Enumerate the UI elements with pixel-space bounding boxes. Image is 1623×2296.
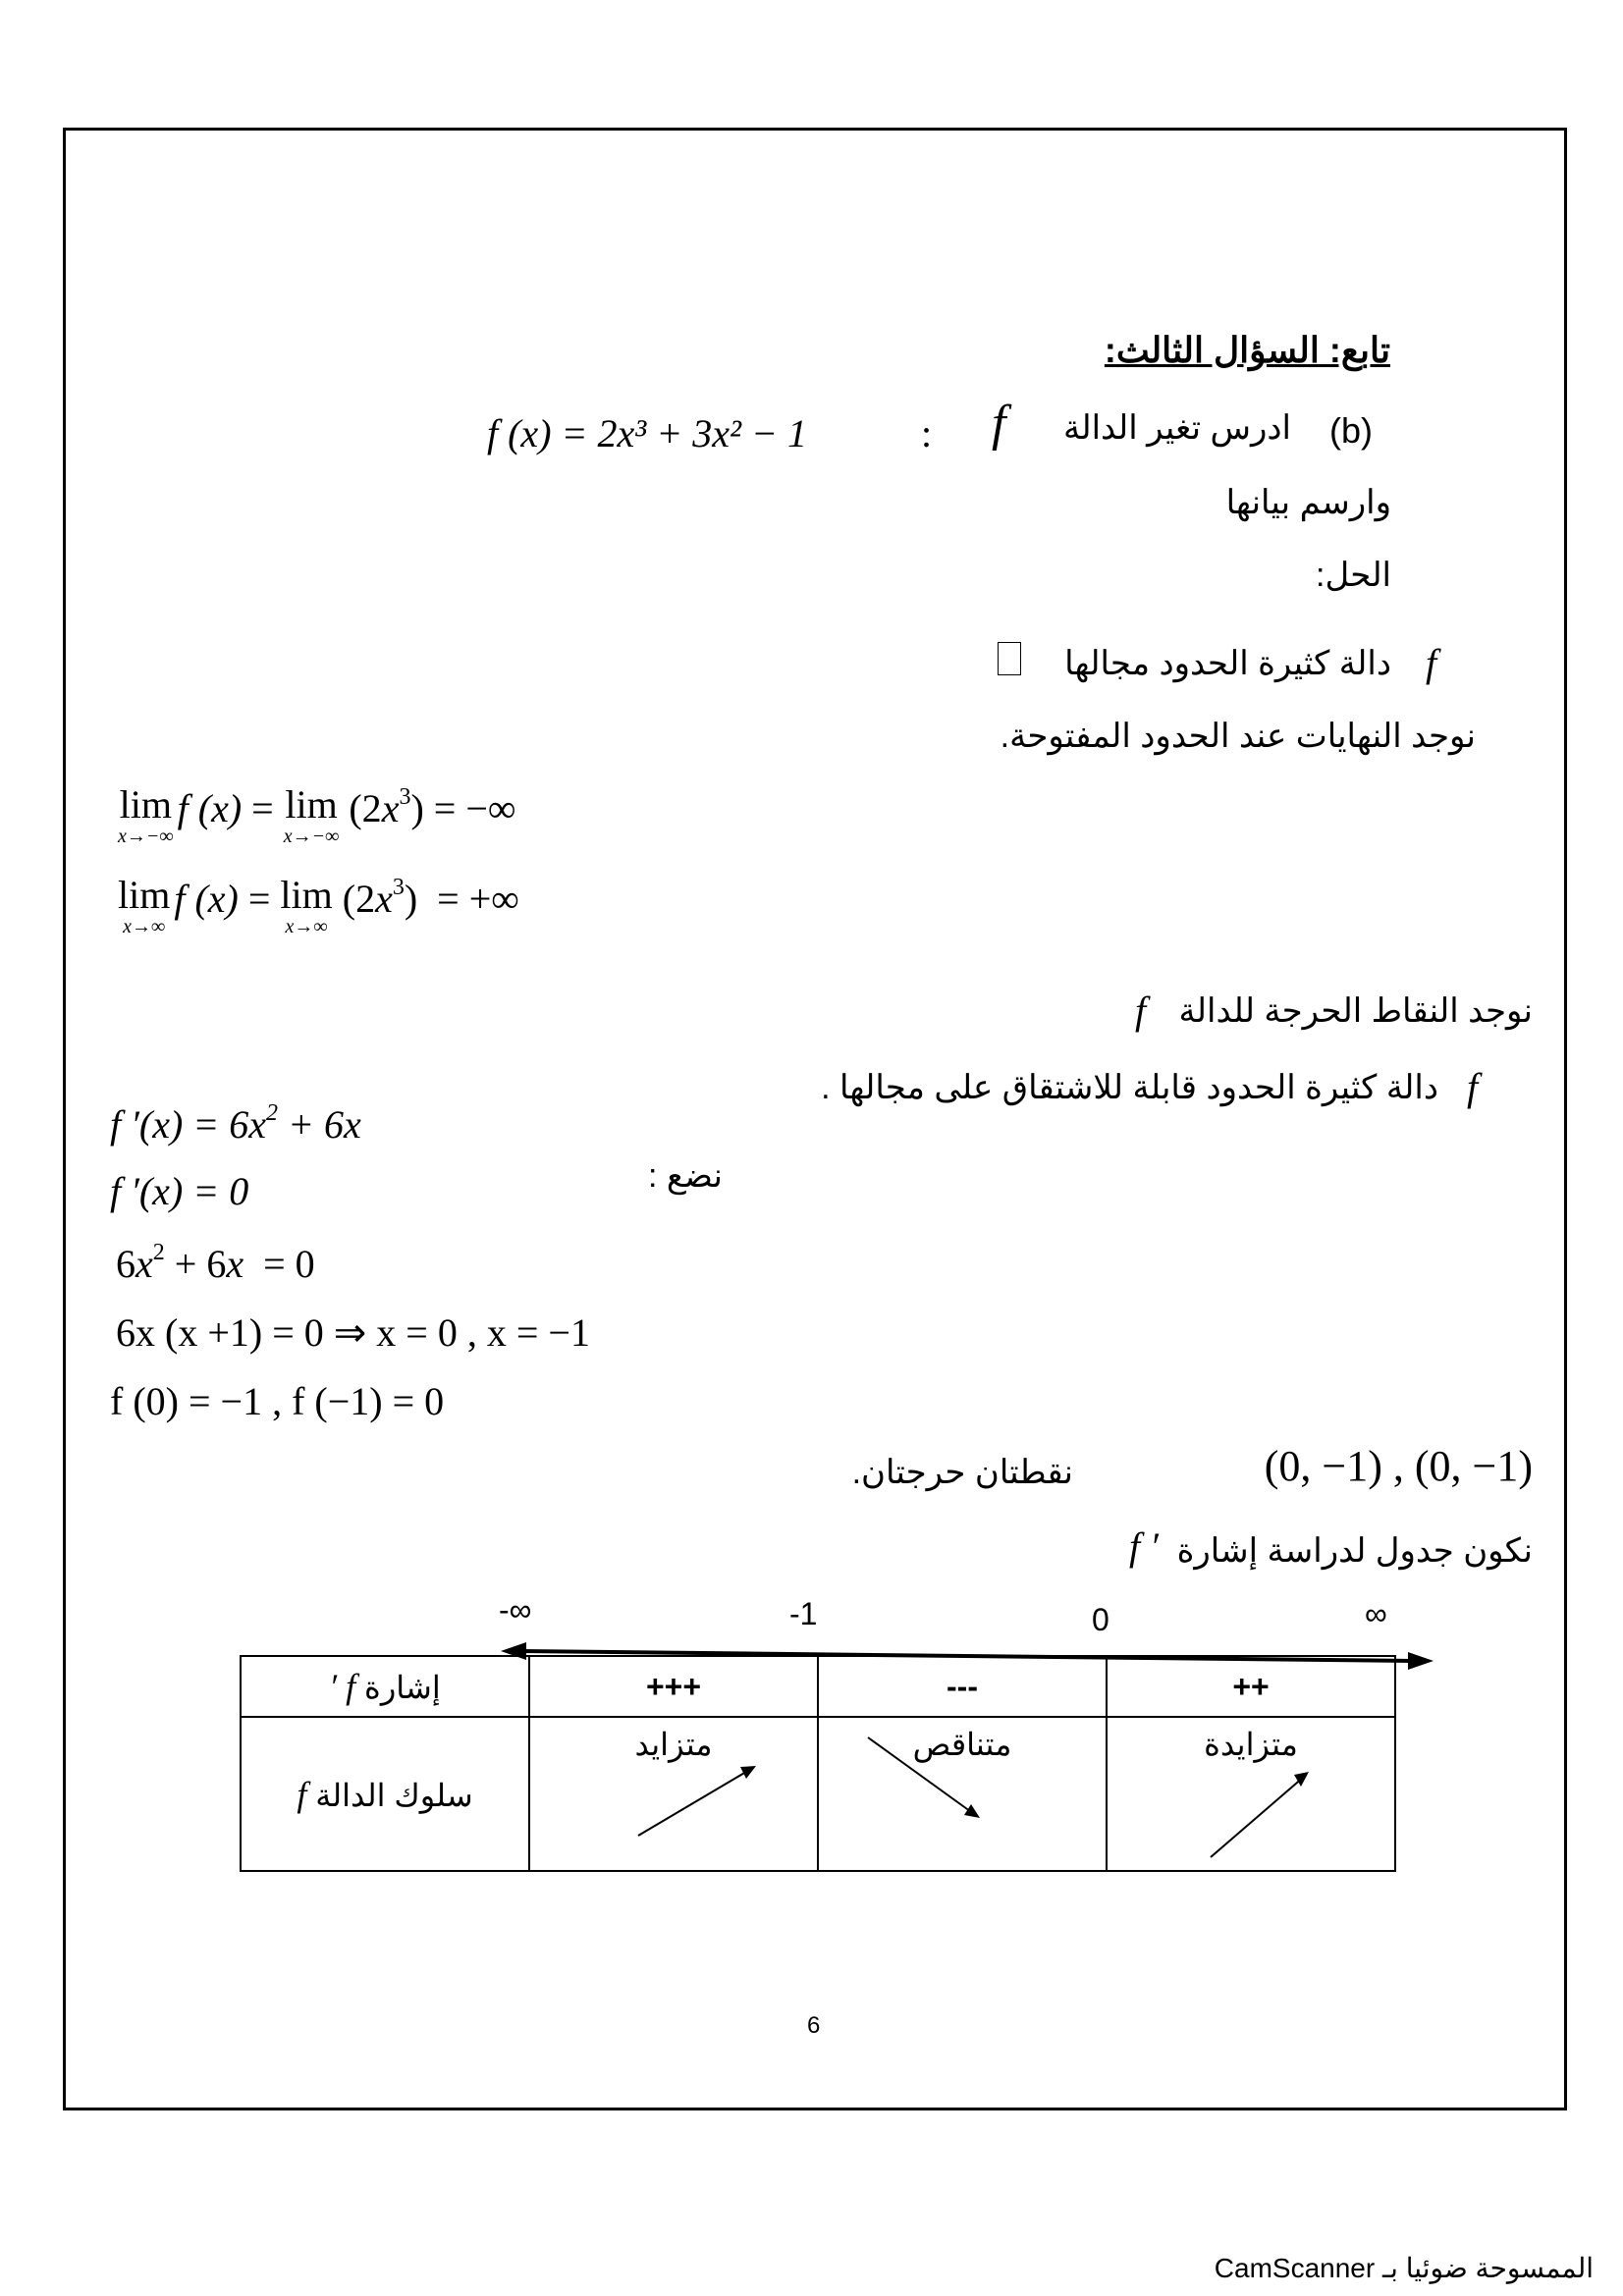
- lim-lhs-f: f (x): [174, 877, 239, 921]
- page-number: 6: [807, 2012, 821, 2039]
- critical-points-text: نقطتان حرجتان.: [851, 1454, 1073, 1491]
- question-text: ادرس تغير الدالة: [1063, 409, 1291, 447]
- behavior-label-right: متزايدة: [1204, 1727, 1298, 1762]
- domain-text: دالة كثيرة الحدود مجالها: [1064, 645, 1391, 682]
- lim-rhs-sub: x→−∞: [283, 826, 340, 847]
- solution-label: الحل:: [1316, 557, 1391, 594]
- axis-label-zero: 0: [1092, 1602, 1109, 1637]
- behavior-cell-left: [529, 1717, 818, 1871]
- derivation-line-5: f (0) = −1 , f (−1) = 0: [110, 1379, 445, 1423]
- function-symbol: f: [992, 396, 1006, 452]
- lim-rhs-sub: x→∞: [285, 916, 328, 937]
- behavior-label-left: متزايد: [634, 1727, 713, 1762]
- function-definition: f (x) = 2x³ + 3x² − 1: [487, 411, 807, 455]
- derivation-line-1: f $'(x) = 6x^2 + 6x$: [110, 1100, 361, 1147]
- sign-cell-right: ++: [1107, 1656, 1395, 1717]
- scanner-footer: الممسوحة ضوئيا بـ CamScanner: [1214, 2253, 1594, 2283]
- sign-cell-left: +++: [529, 1656, 818, 1717]
- set-label: نضع :: [648, 1157, 723, 1195]
- behavior-cell-right: [1107, 1717, 1395, 1871]
- limits-intro: نوجد النهايات عند الحدود المفتوحة.: [1000, 718, 1476, 755]
- lim-eq: =: [251, 786, 274, 830]
- differentiable-text: دالة كثيرة الحدود قابلة للاشتقاق على مجالها .: [821, 1069, 1438, 1106]
- differentiable-f: f: [1467, 1065, 1479, 1109]
- behavior-cell-middle: [818, 1717, 1107, 1871]
- sign-row-label: إشارة: [364, 1670, 441, 1705]
- table-intro: نكون جدول لدراسة إشارة: [1176, 1532, 1533, 1570]
- question-line2: وارسم بيانها: [1225, 484, 1391, 521]
- lim-lhs-f: f (x): [177, 786, 243, 830]
- behavior-row-label: سلوك الدالة: [315, 1777, 473, 1813]
- axis-label-pos-inf: ∞: [1365, 1596, 1387, 1631]
- limit-row-neg: lim x→−∞ f (x) = lim x→−∞ $(2x^3)$ = −∞: [118, 782, 516, 847]
- behavior-row-header: [241, 1717, 529, 1871]
- derivation-line-4: 6x (x +1) = 0 ⇒ x = 0 , x = −1: [116, 1310, 590, 1355]
- domain-f: f: [1426, 641, 1437, 685]
- critical-intro-f: f: [1135, 988, 1147, 1033]
- sign-row: [241, 1656, 1395, 1717]
- lim-rhs: $(2x^3)$ = −∞: [349, 784, 516, 830]
- behavior-row: [241, 1717, 1395, 1871]
- lim-sub: x→−∞: [118, 826, 174, 847]
- axis-label-neg-inf: -∞: [499, 1592, 532, 1628]
- lim-sub: x→∞: [123, 916, 166, 937]
- table-intro-fprime: f ′: [1129, 1524, 1159, 1569]
- lim-rhs: $(2x^3)$ = +∞: [342, 875, 519, 921]
- section-title: تابع: السؤال الثالث:: [1104, 330, 1390, 370]
- variation-table: [240, 1655, 1396, 1872]
- critical-intro: نوجد النقاط الحرجة للدالة: [1178, 992, 1533, 1030]
- lim-eq: =: [247, 877, 271, 921]
- derivation-line-2: f ′(x) = 0: [110, 1169, 249, 1213]
- domain-symbol-box: ℝ: [998, 642, 1021, 675]
- sign-row-header: [241, 1656, 529, 1717]
- derivation-line-3: $6x^2 + 6x = 0$: [116, 1240, 315, 1286]
- limit-row-pos: lim x→∞ f (x) = lim x→∞ $(2x^3)$ = +∞: [118, 873, 519, 937]
- question-colon: :: [921, 411, 933, 455]
- axis-label-neg-1: -1: [789, 1596, 818, 1631]
- sign-row-symbol: f ′: [329, 1667, 356, 1706]
- behavior-row-symbol: f: [297, 1774, 307, 1814]
- critical-points-values: (0, −1) , (0, −1): [1264, 1442, 1533, 1490]
- behavior-label-middle: متناقص: [912, 1727, 1012, 1762]
- lim-word: lim: [119, 782, 172, 827]
- sign-cell-middle: ---: [818, 1656, 1107, 1717]
- question-label: (b): [1328, 410, 1373, 451]
